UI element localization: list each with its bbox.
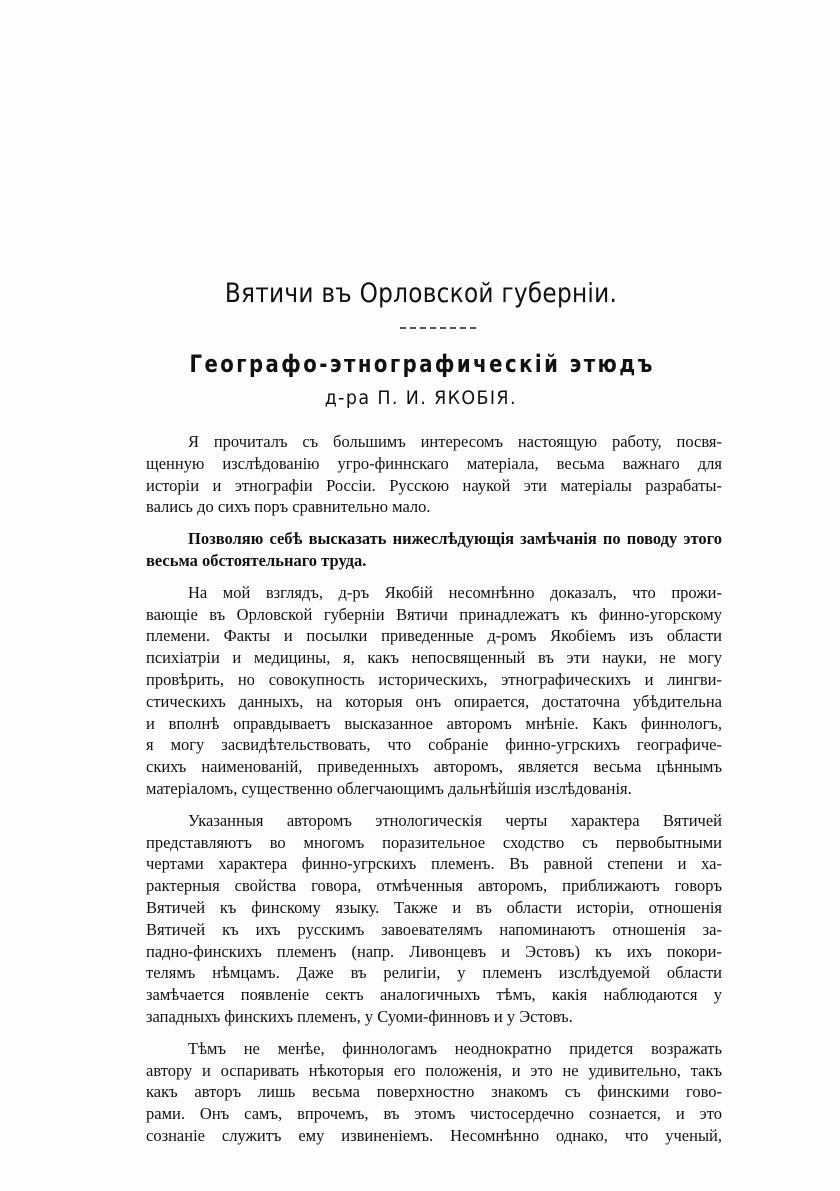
text-line: Я прочиталъ съ большимъ интересомъ настоящую работу, посвя- bbox=[188, 432, 722, 451]
paragraph-3 bbox=[146, 582, 722, 800]
text-line: западныхъ финскихъ племенъ, у Суоми-финновъ и у Эстовъ. bbox=[146, 1006, 573, 1026]
text-line: рактерныя свойства говора, отмѣченныя авторомъ, приближаютъ говоръ bbox=[146, 876, 722, 896]
text-line: Вятичей къ финскому языку. Также и въ области исторіи, отношенія bbox=[146, 897, 722, 917]
text-line: матеріаломъ, существенно облегчающимъ дальнѣйшія изслѣдованія. bbox=[146, 778, 632, 798]
text-line: сознаніе служитъ ему извиненіемъ. Несомнѣнно однако, что ученый, bbox=[146, 1125, 722, 1145]
text-line: На мой взглядъ, д-ръ Якобій несомнѣнно доказалъ, что прожи- bbox=[188, 582, 722, 602]
text-line: автору и оспаривать нѣкоторыя его положенія, и это не удивительно, такъ bbox=[146, 1060, 722, 1080]
text-line: рами. Онъ самъ, впрочемъ, въ этомъ чистосердечно сознается, и это bbox=[146, 1104, 722, 1124]
text-line: стическихъ данныхъ, на которыя онъ опирается, достаточна убѣдительна bbox=[146, 691, 722, 711]
paragraph-2 bbox=[146, 528, 722, 572]
text-line: провѣрить, но совокупность историческихъ, этнографическихъ и лингви- bbox=[146, 669, 722, 689]
text-line: представляютъ во многомъ поразительное сходство съ первобытными bbox=[146, 832, 722, 852]
document-title: Вятичи въ Орловской губерніи. bbox=[224, 278, 618, 309]
text-line: замѣчается появленіе сектъ аналогичныхъ тѣмъ, какія наблюдаются у bbox=[146, 985, 722, 1005]
text-line: телямъ нѣмцамъ. Даже въ религіи, у племенъ изслѣдуемой области bbox=[146, 963, 722, 983]
title-divider bbox=[400, 327, 476, 329]
text-line: скихъ наименованій, приведенныхъ авторомъ, является весьма цѣннымъ bbox=[146, 757, 722, 777]
text-line: исторіи и этнографіи Россіи. Русскою наукой эти матеріалы разрабаты- bbox=[146, 475, 722, 495]
paragraph-5 bbox=[146, 1038, 722, 1147]
text-line: щенную изслѣдованію угро-финнскаго матеріала, весьма важнаго для bbox=[146, 453, 722, 473]
text-line: Указанныя авторомъ этнологическія черты характера Вятичей bbox=[188, 810, 722, 830]
text-line: и вполнѣ оправдываетъ высказанное авторомъ мнѣніе. Какъ финнологъ, bbox=[146, 713, 722, 733]
text-line: психіатріи и медицины, я, какъ непосвященный въ эти науки, не могу bbox=[146, 648, 722, 668]
document-author: д-ра П. И. ЯКОБІЯ. bbox=[324, 387, 517, 409]
text-line: племени. Факты и посылки приведенные д-ромъ Якобіемъ изъ области bbox=[146, 626, 722, 646]
text-line: вающіе въ Орловской губерніи Вятичи принадлежатъ къ финно-угорскому bbox=[146, 604, 722, 624]
text-line: Тѣмъ не менѣе, финнологамъ неоднократно придется возражать bbox=[188, 1038, 722, 1058]
text-line: вались до сихъ поръ сравнительно мало. bbox=[146, 497, 431, 517]
text-line: падно-финскихъ племенъ (напр. Ливонцевъ и Эстовъ) къ ихъ покори- bbox=[146, 941, 722, 961]
text-line: весьма обстоятельнаго труда. bbox=[146, 550, 367, 570]
text-line: я могу засвидѣтельствовать, что собраніе финно-угрскихъ географиче- bbox=[146, 735, 722, 755]
text-line: какъ авторъ лишь весьма поверхностно знакомъ съ финскими гово- bbox=[146, 1082, 722, 1102]
text-line: Вятичей къ ихъ русскимъ завоевателямъ напоминаютъ отношенія за- bbox=[146, 919, 722, 939]
document-subtitle: Географо-этнографическій этюдъ bbox=[189, 350, 655, 378]
body-text bbox=[146, 431, 722, 1157]
paragraph-4 bbox=[146, 810, 722, 1028]
paragraph-1 bbox=[146, 431, 722, 518]
text-line: чертами характера финно-угрскихъ племенъ. Въ равной степени и ха- bbox=[146, 854, 722, 874]
text-line: Позволяю себѣ высказать нижеслѣдующія замѣчанія по поводу этого bbox=[188, 529, 722, 549]
